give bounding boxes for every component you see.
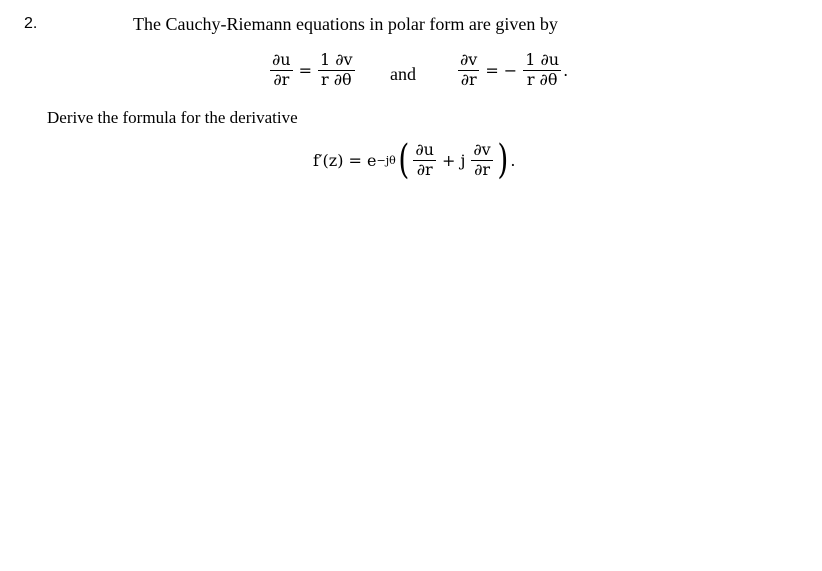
- eq3-term1-numerator: ∂u: [415, 139, 434, 159]
- eq3-close-paren: ): [497, 137, 508, 183]
- eq3-term2-numerator: ∂v: [473, 139, 491, 159]
- equation-cr-1: [268, 52, 357, 89]
- eq2-equals: = −: [485, 60, 518, 80]
- eq3-term1-denominator: ∂r: [416, 159, 433, 179]
- derive-text: Derive the formula for the derivative: [47, 108, 298, 127]
- eq2-rhs-fraction: [523, 52, 561, 89]
- equation-cr-2: [456, 52, 568, 89]
- eq1-lhs-fraction: [270, 52, 293, 89]
- eq3-term1-fraction: [413, 139, 436, 179]
- eq1-rhs-denominator: r ∂θ: [320, 69, 352, 89]
- eq2-rhs-denominator: r ∂θ: [526, 69, 558, 89]
- connector-and: and: [390, 64, 416, 84]
- eq2-lhs-numerator: ∂v: [460, 50, 478, 69]
- eq3-trail: .: [510, 150, 516, 170]
- eq2-lhs-denominator: ∂r: [460, 69, 477, 89]
- intro-text: The Cauchy-Riemann equations in polar form are given by: [133, 14, 558, 34]
- eq2-lhs-fraction: [458, 52, 479, 89]
- problem-number: 2.: [24, 15, 38, 32]
- eq3-open-paren: (: [398, 137, 410, 183]
- eq1-equals: =: [298, 60, 312, 80]
- eq3-plus-j: + j: [441, 150, 466, 170]
- eq3-exponent: −jθ: [376, 153, 396, 167]
- eq1-lhs-denominator: ∂r: [273, 69, 290, 89]
- eq3-lhs: f′(z) = e: [313, 150, 377, 170]
- eq2-trail: .: [563, 60, 569, 80]
- eq1-rhs-numerator: 1 ∂v: [319, 50, 353, 69]
- eq1-lhs-numerator: ∂u: [272, 50, 291, 69]
- eq1-rhs-fraction: [318, 52, 355, 89]
- eq3-term2-denominator: ∂r: [474, 159, 491, 179]
- eq2-rhs-numerator: 1 ∂u: [525, 50, 560, 69]
- eq3-term2-fraction: [471, 139, 492, 179]
- equation-derivative: [313, 137, 516, 183]
